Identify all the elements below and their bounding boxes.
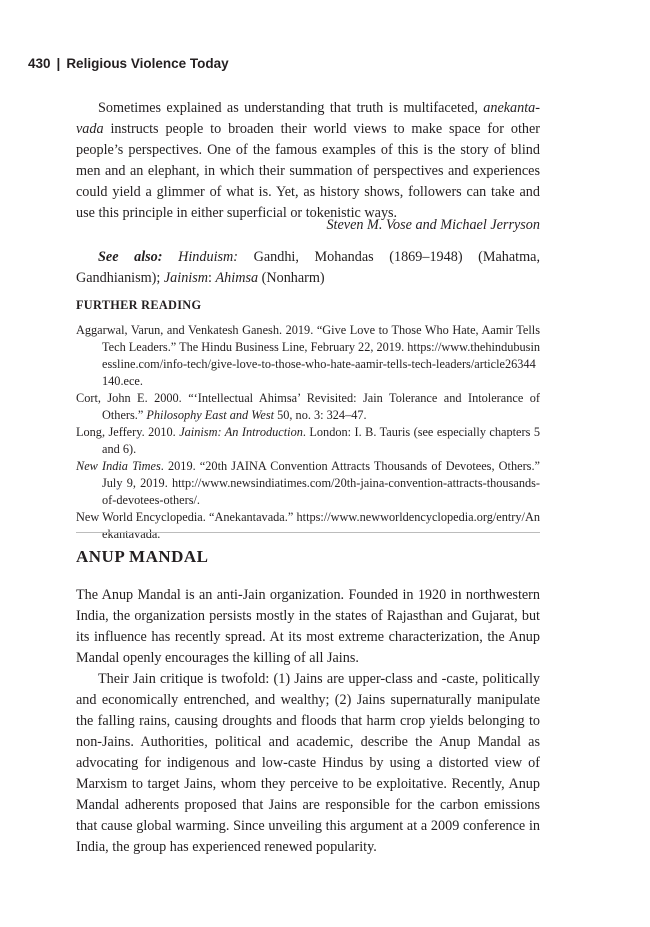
reference-text: . 2019. “20th JAINA Convention Attracts Thousands of Devotees, Others.” July 9, 2019. [102, 459, 540, 490]
reference-url[interactable]: https://www.newworldencyclopedia.org/entry/Anekantavada. [102, 510, 540, 541]
reference-publication: New India Times [76, 459, 161, 473]
reference-text: 50, no. 3: 324–47. [274, 408, 367, 422]
reference-text: Long, Jeffery. 2010. [76, 425, 180, 439]
reference-text: . London: I. B. Tauris (see especially chapters 5 and 6). [102, 425, 540, 456]
section-divider [76, 532, 540, 533]
continuation-text-2: instructs people to broaden their world views to make space for other people’s perspectives. One of the famous examples of this is the story of blind men and an elephant, in which their summation of perspectives and experiences could yield a glimmer of what is. Yet, as history shows, followers can take and use this principle in either superficial or tokenistic ways. [76, 121, 540, 221]
see-also-ref-jainism: Jainism [163, 270, 209, 286]
book-title: Religious Violence Today [66, 56, 229, 71]
reference-item [76, 458, 540, 509]
page-number: 430 [28, 56, 51, 71]
see-also-label: See also: [98, 249, 163, 265]
reference-text: New World Encyclopedia. “Anekantavada.” [76, 510, 297, 524]
reference-journal: Philosophy East and West [146, 408, 275, 422]
term-anekantavada: anekanta-vada [76, 100, 540, 137]
reference-url[interactable]: http://www.newsindiatimes.com/20th-jaina-convention-attracts-thousands-of-devotees-others/. [102, 476, 540, 507]
see-also-ref-hinduism: Hinduism: [178, 249, 238, 265]
entry-title: ANUP MANDAL [76, 547, 209, 566]
running-header [28, 56, 229, 71]
reference-item [76, 509, 540, 543]
continuation-text-1: Sometimes explained as understanding that truth is multifaceted, [98, 100, 484, 116]
further-reading-heading: FURTHER READING [76, 298, 202, 312]
reference-text: Cort, John E. 2000. “‘Intellectual Ahimsa’ Revisited: Jain Tolerance and Intolerance of Others.” [76, 391, 540, 422]
reference-item [76, 424, 540, 458]
reference-book-title: Jainism: An Introduction [179, 425, 303, 439]
further-reading-list [76, 322, 540, 543]
reference-item [76, 390, 540, 424]
entry-paragraph-1: The Anup Mandal is an anti-Jain organization. Founded in 1920 in northwestern India, the organization persists mostly in the states of Rajasthan and Gujarat, but its influence has recently spread. At its most extreme characterization, the Anup Mandal openly encourages the killing of all Jains. [76, 587, 540, 666]
see-also-ref-gandhi: Gandhi, Mohandas (1869–1948) (Mahatma, Gandhianism); [76, 249, 540, 286]
see-also-ref-ahimsa: Ahimsa [215, 270, 259, 286]
author-signature: Steven M. Vose and Michael Jerryson [326, 217, 540, 233]
reference-item [76, 322, 540, 390]
continuation-paragraph [76, 98, 540, 224]
reference-url[interactable]: https://www.thehindubusinessline.com/info-tech/give-love-to-those-who-hate-aamir-tells-tech-leaders/article26344140.ece. [102, 340, 541, 388]
header-separator: | [56, 56, 61, 71]
entry-paragraph-2: Their Jain critique is twofold: (1) Jains are upper-class and -caste, politically and economically entrenched, and wealthy; (2) Jains supernaturally manipulate the falling rains, causing droughts and floods that harm crop yields belonging to non-Jains. Authorities, political and academic, describe the Anup Mandal as advocating for indigenous and low-caste Hindus by using a distorted view of Marxism to target Jains, whom they perceive to be exploitative. Recently, Anup Mandal adherents proposed that Jains are responsible for the carbon emissions that cause global warming. Since unveiling this argument at a 2009 conference in India, the group has experienced renewed popularity. [76, 671, 540, 855]
reference-text: Aggarwal, Varun, and Venkatesh Ganesh. 2019. “Give Love to Those Who Hate, Aamir Tells Tech Leaders.” The Hindu Business Line, February 22, 2019. [76, 323, 540, 354]
see-also-line [76, 247, 540, 289]
see-also-ref-sep: : [208, 270, 216, 286]
see-also-ref-nonharm: (Nonharm) [258, 270, 325, 286]
